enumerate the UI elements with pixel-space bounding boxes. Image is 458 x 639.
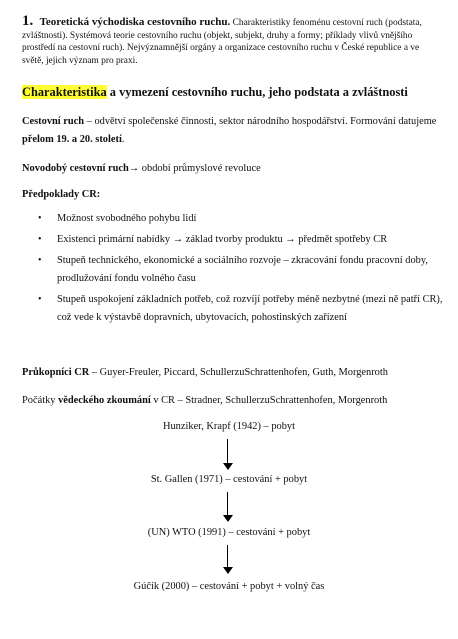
subheading-rest: a vymezení cestovního ruchu, jeho podstata a zvláštnosti [106,85,408,99]
pioneers-term: Průkopníci CR [22,367,90,378]
modern-tourism-line [22,162,261,176]
list-item-text: Existenci primární nabídky → základ tvorby produktu → předmět spotřeby CR [57,234,388,245]
bullet-icon: • [38,213,42,224]
list-item-text: Možnost svobodného pohybu lidí [57,213,197,224]
definition-text: – odvětví společenské činnosti, sektor národního hospodářství. Formování datujeme [84,116,437,127]
pioneers-text: – Guyer-Freuler, Piccard, SchullerzuSchrattenhofen, Guth, Morgenroth [89,367,388,378]
modern-term: Novodobý cestovní ruch [22,163,129,174]
list-item [38,210,448,228]
flow-step: Gúčik (2000) – cestování + pobyt + volný čas [133,581,325,592]
pioneers-line [22,366,388,380]
definition-paragraph [22,113,440,149]
modern-text: → období průmyslové revoluce [128,163,261,174]
bullet-icon: • [38,294,42,305]
list-item [38,291,448,327]
definition-end: . [121,134,125,145]
bullet-icon: • [38,234,42,245]
definition-term: Cestovní ruch [22,116,85,127]
bullet-icon: • [38,255,42,266]
prerequisites-title: Předpoklady CR: [22,189,101,200]
subheading [22,84,408,100]
intro-paragraph [22,15,440,67]
research-term: vědeckého zkoumání [58,395,151,406]
list-item [38,231,448,249]
list-item [38,252,448,288]
highlighted-word: Charakteristika [22,85,107,99]
flow-step: Hunziker, Krapf (1942) – pobyt [162,421,296,432]
list-item-text: Stupeň technického, ekonomické a sociálního rozvoje – zkracování fondu pracovní doby, prodlužování fondu volného času [57,255,428,284]
research-pre: Počátky [22,395,59,406]
research-line [22,394,387,408]
flow-step: (UN) WTO (1991) – cestování + pobyt [147,527,311,538]
flow-step: St. Gallen (1971) – cestování + pobyt [150,474,308,485]
section-number: 1. [22,13,34,29]
intro-text: Charakteristiky fenoménu cestovní ruch (podstata, zvláštnosti). Systémová teorie cestovního ruchu (objekt, subjekt, druhy a formy; příklady vlivů vnějšího prostředí na cestovní ruch). Nejvýznamnější orgány a organizace cestovního ruchu v České republice a ve světě, jejich význam pro praxi. [22,18,422,66]
definition-period: přelom 19. a 20. století [22,134,122,145]
list-item-text: Stupeň uspokojení základních potřeb, což rozvíjí potřeby méně nezbytné (mezi ně patří CR), což vede k výstavbě dopravních, ubytovacích, pohostinských zařízení [57,294,443,323]
section-title: Teoretická východiska cestovního ruchu. [39,16,231,28]
research-text: v CR – Stradner, SchullerzuSchrattenhofen, Morgenroth [150,395,388,406]
prerequisites-list [38,210,448,330]
